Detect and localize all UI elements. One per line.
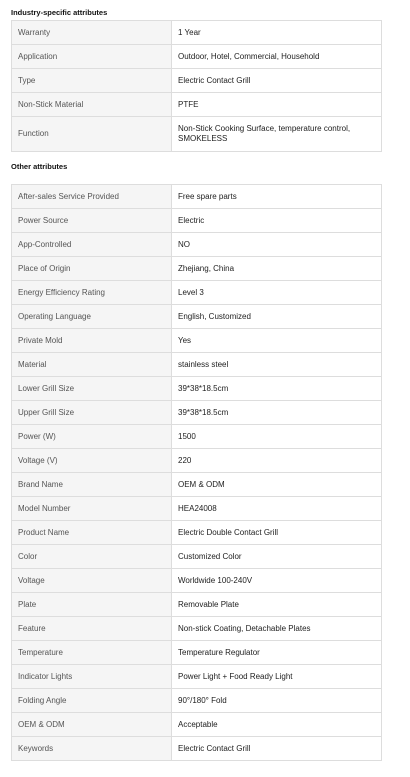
attribute-name: Keywords bbox=[12, 737, 172, 761]
attribute-row bbox=[12, 377, 382, 401]
attribute-row bbox=[12, 257, 382, 281]
attribute-name: Function bbox=[12, 117, 172, 152]
attribute-row bbox=[12, 737, 382, 761]
attribute-row bbox=[12, 21, 382, 45]
attribute-row bbox=[12, 93, 382, 117]
attribute-name: After-sales Service Provided bbox=[12, 185, 172, 209]
attribute-name: Non-Stick Material bbox=[12, 93, 172, 117]
attribute-name: OEM & ODM bbox=[12, 713, 172, 737]
attribute-name: Indicator Lights bbox=[12, 665, 172, 689]
attribute-name: Lower Grill Size bbox=[12, 377, 172, 401]
attribute-value: 39*38*18.5cm bbox=[172, 377, 382, 401]
attribute-value: 39*38*18.5cm bbox=[172, 401, 382, 425]
attribute-value: 220 bbox=[172, 449, 382, 473]
attribute-value: stainless steel bbox=[172, 353, 382, 377]
attribute-name: Brand Name bbox=[12, 473, 172, 497]
attribute-row bbox=[12, 497, 382, 521]
attribute-name: Power (W) bbox=[12, 425, 172, 449]
other-attributes-title: Other attributes bbox=[11, 162, 68, 171]
attribute-row bbox=[12, 713, 382, 737]
attribute-value: Removable Plate bbox=[172, 593, 382, 617]
attribute-name: Temperature bbox=[12, 641, 172, 665]
attribute-name: Folding Angle bbox=[12, 689, 172, 713]
attribute-name: Place of Origin bbox=[12, 257, 172, 281]
attribute-name: Product Name bbox=[12, 521, 172, 545]
attribute-value: HEA24008 bbox=[172, 497, 382, 521]
attribute-value: Electric Contact Grill bbox=[172, 737, 382, 761]
attribute-row bbox=[12, 665, 382, 689]
attribute-value: PTFE bbox=[172, 93, 382, 117]
attribute-name: Warranty bbox=[12, 21, 172, 45]
attribute-row bbox=[12, 473, 382, 497]
other-attributes-table bbox=[11, 184, 382, 761]
attribute-name: Feature bbox=[12, 617, 172, 641]
industry-attributes-title: Industry-specific attributes bbox=[11, 8, 108, 17]
attribute-value: Non-Stick Cooking Surface, temperature control, SMOKELESS bbox=[172, 117, 382, 152]
attribute-value: Temperature Regulator bbox=[172, 641, 382, 665]
attribute-name: Energy Efficiency Rating bbox=[12, 281, 172, 305]
attribute-row bbox=[12, 209, 382, 233]
attribute-name: Application bbox=[12, 45, 172, 69]
attribute-row bbox=[12, 449, 382, 473]
attribute-row bbox=[12, 521, 382, 545]
attribute-row bbox=[12, 69, 382, 93]
attribute-name: App-Controlled bbox=[12, 233, 172, 257]
attribute-name: Plate bbox=[12, 593, 172, 617]
attribute-name: Operating Language bbox=[12, 305, 172, 329]
attribute-value: Level 3 bbox=[172, 281, 382, 305]
attribute-value: Electric Contact Grill bbox=[172, 69, 382, 93]
attribute-row bbox=[12, 233, 382, 257]
attribute-value: 1500 bbox=[172, 425, 382, 449]
attribute-value: Outdoor, Hotel, Commercial, Household bbox=[172, 45, 382, 69]
attribute-row bbox=[12, 117, 382, 152]
attribute-row bbox=[12, 281, 382, 305]
attribute-name: Material bbox=[12, 353, 172, 377]
attribute-row bbox=[12, 689, 382, 713]
attribute-value: Electric bbox=[172, 209, 382, 233]
industry-attributes-table bbox=[11, 20, 382, 152]
attribute-row bbox=[12, 425, 382, 449]
attribute-value: 90°/180° Fold bbox=[172, 689, 382, 713]
attribute-value: Worldwide 100-240V bbox=[172, 569, 382, 593]
attribute-name: Type bbox=[12, 69, 172, 93]
attribute-value: Power Light + Food Ready Light bbox=[172, 665, 382, 689]
attribute-value: Acceptable bbox=[172, 713, 382, 737]
attribute-value: Zhejiang, China bbox=[172, 257, 382, 281]
attribute-row bbox=[12, 305, 382, 329]
attribute-row bbox=[12, 641, 382, 665]
attribute-name: Upper Grill Size bbox=[12, 401, 172, 425]
attribute-value: Free spare parts bbox=[172, 185, 382, 209]
attribute-name: Power Source bbox=[12, 209, 172, 233]
attribute-value: English, Customized bbox=[172, 305, 382, 329]
attribute-row bbox=[12, 329, 382, 353]
attribute-row bbox=[12, 593, 382, 617]
attribute-row bbox=[12, 545, 382, 569]
attribute-name: Model Number bbox=[12, 497, 172, 521]
attribute-row bbox=[12, 45, 382, 69]
attribute-name: Private Mold bbox=[12, 329, 172, 353]
attribute-name: Color bbox=[12, 545, 172, 569]
attribute-value: Non-stick Coating, Detachable Plates bbox=[172, 617, 382, 641]
attribute-value: Electric Double Contact Grill bbox=[172, 521, 382, 545]
attribute-value: NO bbox=[172, 233, 382, 257]
attribute-row bbox=[12, 353, 382, 377]
attribute-value: OEM & ODM bbox=[172, 473, 382, 497]
attribute-name: Voltage (V) bbox=[12, 449, 172, 473]
attribute-row bbox=[12, 569, 382, 593]
attribute-name: Voltage bbox=[12, 569, 172, 593]
attribute-value: Yes bbox=[172, 329, 382, 353]
attribute-row bbox=[12, 401, 382, 425]
attribute-value: Customized Color bbox=[172, 545, 382, 569]
attribute-row bbox=[12, 185, 382, 209]
attribute-value: 1 Year bbox=[172, 21, 382, 45]
attribute-row bbox=[12, 617, 382, 641]
